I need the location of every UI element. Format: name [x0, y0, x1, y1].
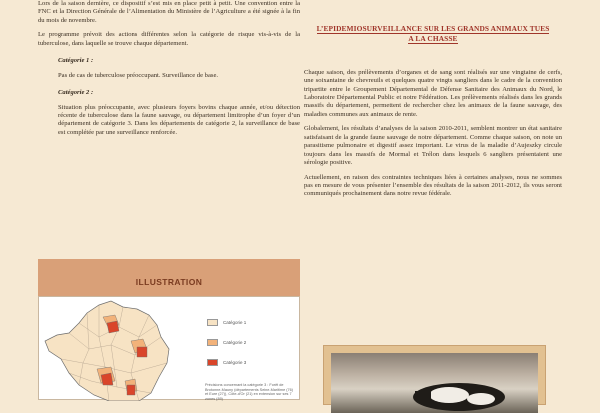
legend-swatch-2 [207, 339, 218, 346]
results-paragraph: Globalement, les résultats d’analyses de la saison 2010-2011, semblent montrer un état sanitaire satisfaisant de la grande faune sauvage de notre département. Comme chaque saison, on note un parasitisme pulmonaire et digestif assez important. Le virus de la maladie d’Aujeszky circule toujours dans les massifs de Mormal et Trélon dans lesquels 6 sangliers présentaient une sérologie positive. [304, 125, 562, 167]
section-title [314, 24, 552, 45]
cattle-photo [331, 353, 538, 413]
map-note: Précisions concernant la catégorie 3 : Forêt de Brotonne-Mauny (départements Seine-Maritime (76) et Eure (27)), Côte-d'Or (21) en extension sur ses 7 zones (89) [205, 383, 293, 402]
category-3-zone [127, 385, 135, 395]
category-3-zone [107, 321, 119, 333]
legend-swatch-1 [207, 319, 218, 326]
legend-swatch-3 [207, 359, 218, 366]
left-column [38, 0, 300, 143]
program-paragraph: Le programme prévoit des actions différentes selon la catégorie de risque vis-à-vis de la tuberculose, dans laquelle se trouve chaque département. [38, 31, 300, 47]
intro-paragraph: Lors de la saison dernière, ce dispositif s’est mis en place petit à petit. Une convention entre la FNC et la Direction Générale de l’Alimentation du Ministère de l’Agriculture a été signée à la fin du mois de novembre. [38, 0, 300, 24]
category-1-body: Pas de cas de tuberculose préoccupant. Surveillance de base. [58, 71, 219, 79]
legend-category-2: Catégorie 2 [223, 340, 247, 345]
illustration-banner [38, 259, 300, 299]
pending-paragraph: Actuellement, en raison des contraintes techniques liées à certaines analyses, nous ne sommes pas en mesure de vous présenter l’ensemble des résultats de la saison 2011-2012, ils vous seront communiqués prochainement dans notre revue fédérale. [304, 173, 562, 198]
category-3-zone [137, 347, 147, 357]
right-column [304, 0, 562, 205]
illustration-title: ILLUSTRATION [135, 277, 203, 287]
france-outline [45, 301, 169, 401]
category-2-title: Catégorie 2 : [58, 89, 94, 97]
category-1-title: Catégorie 1 : [58, 57, 94, 65]
sampling-paragraph: Chaque saison, des prélèvements d’organes et de sang sont réalisés sur une vingtaine de cerfs, une soixantaine de chevreuils et quelques quatre vingts sangliers dans le cadre de la convention tripartite entre le Groupement Départemental de Défense Sanitaire des Animaux du Nord, le Laboratoire Départemental Public et notre Fédération. Les prélèvements réalisés dans les grands massifs du département, permettent de rechercher chez les animaux de la faune sauvage, des maladies communes aux animaux de rente. [304, 68, 562, 118]
category-3-zone [101, 373, 113, 385]
category-2-body: Situation plus préoccupante, avec plusieurs foyers bovins chaque année, et/ou détection récente de tuberculose dans la faune sauvage, ou département limitrophe d’un foyer d’un département de catégorie 3. Dans les départements de catégorie 2, la surveillance de base est complétée par une surveillance renforcée. [58, 103, 300, 136]
france-map-figure [38, 296, 300, 400]
section-title-text: L’EPIDEMIOSURVEILLANCE SUR LES GRANDS ANIMAUX TUES A LA CHASSE [316, 24, 550, 44]
legend-category-1: Catégorie 1 [223, 320, 247, 325]
photo-frame [323, 345, 546, 405]
legend-category-3: Catégorie 3 [223, 360, 247, 365]
